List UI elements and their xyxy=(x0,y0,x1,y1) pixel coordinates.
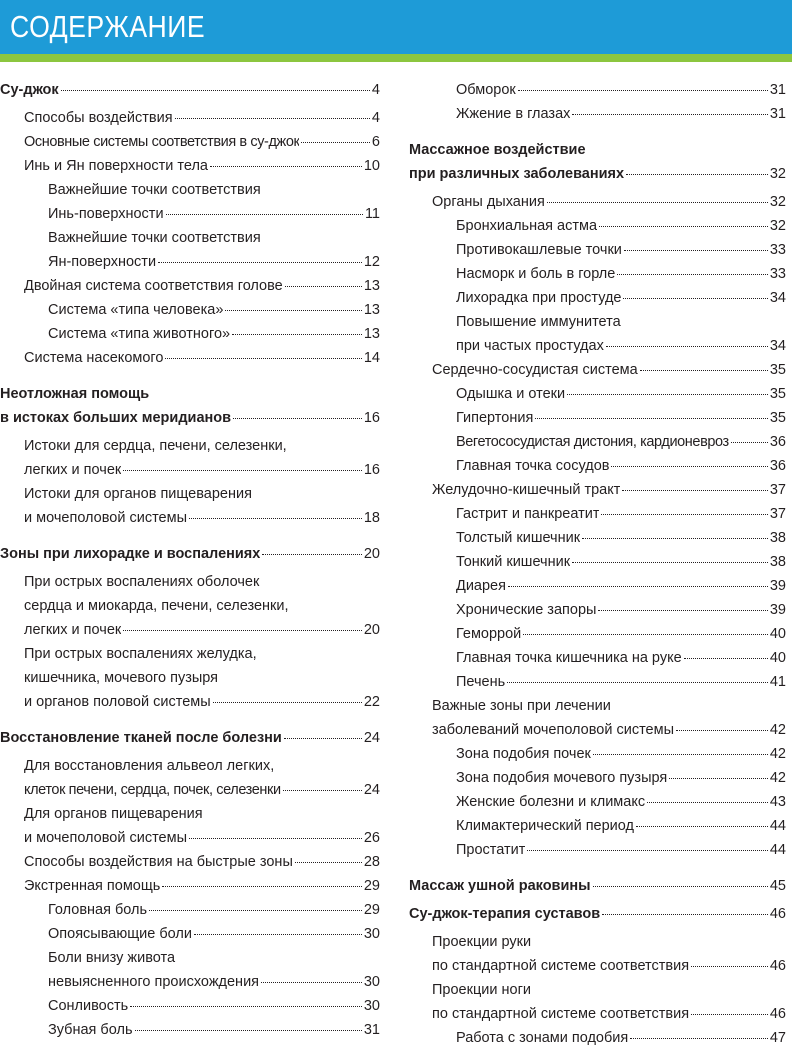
toc-entry-title-line: Восстановление тканей после болезни xyxy=(0,730,282,746)
toc-entry-title-line: Хронические запоры xyxy=(456,602,597,618)
page-number: 30 xyxy=(363,998,380,1014)
toc-entry-title-line: и мочеполовой системы xyxy=(24,830,188,846)
page-number: 10 xyxy=(363,158,380,174)
toc-entry-topic[interactable] xyxy=(0,178,380,226)
toc-entry-title-line: Зубная боль xyxy=(48,1022,133,1038)
toc-entry-title-line: Неотложная помощь xyxy=(0,386,150,402)
page-number: 34 xyxy=(769,290,786,306)
dot-leader xyxy=(149,910,362,911)
toc-entry-subsection[interactable] xyxy=(0,570,380,642)
page-number: 47 xyxy=(769,1030,786,1046)
page-number: 46 xyxy=(769,958,786,974)
toc-entry-title-line: При острых воспалениях оболочек xyxy=(24,574,260,590)
toc-entry-title-line: Основные системы соответствия в су-джок xyxy=(24,134,300,150)
toc-entry-title-line: по стандартной системе соответствия xyxy=(432,958,690,974)
toc-entry-section[interactable] xyxy=(409,138,786,186)
page-number: 30 xyxy=(363,926,380,942)
toc-entry-topic[interactable] xyxy=(409,670,786,694)
page-number: 33 xyxy=(769,266,786,282)
dot-leader xyxy=(601,514,767,515)
toc-entry-title-line: Сердечно-сосудистая система xyxy=(432,362,638,378)
page-number: 46 xyxy=(769,1006,786,1022)
toc-entry-title-line: Вегетососудистая дистония, кардионевроз xyxy=(456,434,729,450)
toc-entry-title-line: Гипертония xyxy=(456,410,534,426)
dot-leader xyxy=(611,466,767,467)
toc-entry-title-line: Истоки для сердца, печени, селезенки, xyxy=(24,438,287,454)
toc-entry-topic[interactable] xyxy=(409,742,786,766)
toc-entry-subsection[interactable] xyxy=(0,130,380,154)
toc-entry-topic[interactable] xyxy=(409,454,786,478)
toc-entry-title-line: Сонливость xyxy=(48,998,129,1014)
toc-entry-title-line: Насморк и боль в горле xyxy=(456,266,616,282)
dot-leader xyxy=(189,518,362,519)
dot-leader xyxy=(626,174,768,175)
toc-entry-subsection[interactable] xyxy=(0,482,380,530)
toc-entry-title-line: Одышка и отеки xyxy=(456,386,566,402)
dot-leader xyxy=(602,914,768,915)
toc-entry-topic[interactable] xyxy=(409,1026,786,1050)
dot-leader xyxy=(622,490,767,491)
toc-entry-title-line: легких и почек xyxy=(24,622,122,638)
toc-entry-title-line: Инь-поверхности xyxy=(48,206,164,222)
page-number: 40 xyxy=(769,626,786,642)
toc-entry-title-line: Климактерический период xyxy=(456,818,634,834)
dot-leader xyxy=(593,886,768,887)
dot-leader xyxy=(283,790,362,791)
dot-leader xyxy=(535,418,768,419)
toc-entry-topic[interactable] xyxy=(0,226,380,274)
dot-leader xyxy=(158,262,362,263)
dot-leader xyxy=(175,118,370,119)
dot-leader xyxy=(617,274,768,275)
dot-leader xyxy=(518,90,768,91)
toc-entry-topic[interactable] xyxy=(409,838,786,862)
dot-leader xyxy=(189,838,362,839)
toc-entry-topic[interactable] xyxy=(409,286,786,310)
toc-entry-title-line: Зона подобия почек xyxy=(456,746,591,762)
page-number: 4 xyxy=(371,110,380,126)
toc-entry-section[interactable] xyxy=(409,874,786,898)
toc-entry-title-line: Лихорадка при простуде xyxy=(456,290,622,306)
dot-leader xyxy=(630,1038,768,1039)
toc-entry-title-line: легких и почек xyxy=(24,462,122,478)
toc-entry-topic[interactable] xyxy=(409,622,786,646)
toc-entry-title-line: по стандартной системе соответствия xyxy=(432,1006,690,1022)
page-number: 34 xyxy=(769,338,786,354)
toc-entry-title-line: Боли внизу живота xyxy=(48,950,176,966)
toc-entry-topic[interactable] xyxy=(409,550,786,574)
page-number: 42 xyxy=(769,770,786,786)
toc-entry-title-line: Толстый кишечник xyxy=(456,530,581,546)
toc-entry-subsection[interactable] xyxy=(409,358,786,382)
toc-entry-title-line: Гастрит и панкреатит xyxy=(456,506,600,522)
dot-leader xyxy=(527,850,767,851)
page-number: 24 xyxy=(363,782,380,798)
page-number: 43 xyxy=(769,794,786,810)
toc-entry-subsection[interactable] xyxy=(0,850,380,874)
toc-entry-topic[interactable] xyxy=(409,214,786,238)
dot-leader xyxy=(572,114,767,115)
page-number: 18 xyxy=(363,510,380,526)
toc-entry-subsection[interactable] xyxy=(409,478,786,502)
page-number: 32 xyxy=(769,218,786,234)
dot-leader xyxy=(301,142,369,143)
toc-entry-topic[interactable] xyxy=(409,598,786,622)
header-bar xyxy=(0,0,792,54)
toc-entry-title-line: и органов половой системы xyxy=(24,694,211,710)
toc-entry-topic[interactable] xyxy=(409,262,786,286)
toc-entry-title-line: Ян-поверхности xyxy=(48,254,157,270)
page-number: 29 xyxy=(363,878,380,894)
dot-leader xyxy=(130,1006,362,1007)
toc-entry-topic[interactable] xyxy=(409,406,786,430)
toc-entry-title-line: Су-джок xyxy=(0,82,59,98)
dot-leader xyxy=(507,682,768,683)
toc-entry-subsection[interactable] xyxy=(0,874,380,898)
dot-leader xyxy=(523,634,768,635)
toc-entry-topic[interactable] xyxy=(0,994,380,1018)
toc-entry-topic[interactable] xyxy=(0,322,380,346)
page-number: 28 xyxy=(363,854,380,870)
toc-entry-topic[interactable] xyxy=(409,646,786,670)
page-number: 35 xyxy=(769,410,786,426)
page-number: 38 xyxy=(769,554,786,570)
toc-entry-subsection[interactable] xyxy=(0,754,380,802)
page-number: 24 xyxy=(363,730,380,746)
dot-leader xyxy=(232,334,362,335)
toc-entry-topic[interactable] xyxy=(0,946,380,994)
page-number: 36 xyxy=(769,434,786,450)
toc-entry-title-line: Простатит xyxy=(456,842,526,858)
toc-entry-title-line: в истоках больших меридианов xyxy=(0,410,232,426)
toc-entry-subsection[interactable] xyxy=(0,274,380,298)
toc-entry-title-line: Су-джок-терапия суставов xyxy=(409,906,601,922)
toc-entry-title-line: Желудочно-кишечный тракт xyxy=(432,482,621,498)
dot-leader xyxy=(567,394,768,395)
toc-entry-topic[interactable] xyxy=(409,382,786,406)
toc-entry-topic[interactable] xyxy=(409,430,786,454)
toc-entry-section[interactable] xyxy=(0,726,380,750)
toc-entry-title-line: Для восстановления альвеол легких, xyxy=(24,758,275,774)
page-number: 13 xyxy=(363,326,380,342)
page-number: 45 xyxy=(769,878,786,894)
dot-leader xyxy=(285,286,362,287)
page-number: 37 xyxy=(769,482,786,498)
toc-entry-subsection[interactable] xyxy=(0,642,380,714)
toc-entry-topic[interactable] xyxy=(409,790,786,814)
page-number: 20 xyxy=(363,546,380,562)
toc-entry-section[interactable] xyxy=(0,542,380,566)
toc-entry-topic[interactable] xyxy=(409,102,786,126)
toc-entry-topic[interactable] xyxy=(0,922,380,946)
dot-leader xyxy=(623,298,767,299)
page-number: 46 xyxy=(769,906,786,922)
page-number: 31 xyxy=(769,82,786,98)
toc-entry-topic[interactable] xyxy=(409,574,786,598)
toc-entry-title-line: Зоны при лихорадке и воспалениях xyxy=(0,546,261,562)
toc-entry-title-line: Экстренная помощь xyxy=(24,878,161,894)
toc-entry-subsection[interactable] xyxy=(409,978,786,1026)
toc-entry-title-line: Массаж ушной раковины xyxy=(409,878,591,894)
dot-leader xyxy=(213,702,362,703)
toc-entry-title-line: Для органов пищеварения xyxy=(24,806,203,822)
page-number: 22 xyxy=(363,694,380,710)
dot-leader xyxy=(210,166,362,167)
page-number: 6 xyxy=(371,134,380,150)
toc-entry-title-line: заболеваний мочеполовой системы xyxy=(432,722,675,738)
toc-entry-section[interactable] xyxy=(0,382,380,430)
page-number: 16 xyxy=(363,410,380,426)
dot-leader xyxy=(624,250,768,251)
dot-leader xyxy=(572,562,768,563)
dot-leader xyxy=(165,358,361,359)
toc-entry-title-line: Головная боль xyxy=(48,902,148,918)
toc-entry-topic[interactable] xyxy=(0,898,380,922)
toc-entry-subsection[interactable] xyxy=(409,190,786,214)
header-stripe xyxy=(0,54,792,62)
toc-entry-subsection[interactable] xyxy=(0,434,380,482)
toc-entry-section[interactable] xyxy=(0,78,380,102)
toc-column-right xyxy=(409,78,786,1050)
page-number: 39 xyxy=(769,602,786,618)
toc-column-left xyxy=(0,78,380,1042)
toc-entry-subsection[interactable] xyxy=(409,694,786,742)
dot-leader xyxy=(135,1030,362,1031)
dot-leader xyxy=(647,802,768,803)
toc-entry-title-line: Главная точка кишечника на руке xyxy=(456,650,682,666)
toc-entry-title-line: невыясненного происхождения xyxy=(48,974,260,990)
toc-entry-title-line: Геморрой xyxy=(456,626,522,642)
dot-leader xyxy=(593,754,768,755)
dot-leader xyxy=(640,370,768,371)
toc-entry-title-line: Проекции руки xyxy=(432,934,532,950)
toc-entry-title-line: Главная точка сосудов xyxy=(456,458,610,474)
toc-entry-title-line: При острых воспалениях желудка, xyxy=(24,646,257,662)
dot-leader xyxy=(731,442,768,443)
dot-leader xyxy=(684,658,768,659)
dot-leader xyxy=(284,738,362,739)
dot-leader xyxy=(162,886,362,887)
toc-entry-subsection[interactable] xyxy=(0,802,380,850)
dot-leader xyxy=(261,982,362,983)
page-number: 42 xyxy=(769,722,786,738)
dot-leader xyxy=(669,778,768,779)
toc-entry-title-line: Система «типа человека» xyxy=(48,302,224,318)
dot-leader xyxy=(676,730,768,731)
dot-leader xyxy=(599,226,768,227)
page-number: 41 xyxy=(769,674,786,690)
toc-entry-title-line: Противокашлевые точки xyxy=(456,242,622,258)
dot-leader xyxy=(582,538,768,539)
dot-leader xyxy=(61,90,370,91)
dot-leader xyxy=(262,554,362,555)
toc-entry-title-line: Женские болезни и климакс xyxy=(456,794,646,810)
page-number: 35 xyxy=(769,386,786,402)
toc-entry-title-line: Инь и Ян поверхности тела xyxy=(24,158,208,174)
toc-entry-title-line: сердца и миокарда, печени, селезенки, xyxy=(24,598,289,614)
page-number: 30 xyxy=(363,974,380,990)
toc-entry-title-line: Опоясывающие боли xyxy=(48,926,192,942)
dot-leader xyxy=(295,862,362,863)
page-number: 16 xyxy=(363,462,380,478)
page-number: 42 xyxy=(769,746,786,762)
dot-leader xyxy=(233,418,362,419)
toc-entry-subsection[interactable] xyxy=(0,346,380,370)
page-number: 35 xyxy=(769,362,786,378)
dot-leader xyxy=(691,1014,768,1015)
toc-entry-title-line: Бронхиальная астма xyxy=(456,218,598,234)
toc-entry-title-line: Проекции ноги xyxy=(432,982,531,998)
dot-leader xyxy=(225,310,361,311)
page-number: 44 xyxy=(769,818,786,834)
toc-entry-title-line: Тонкий кишечник xyxy=(456,554,571,570)
page-number: 13 xyxy=(363,302,380,318)
dot-leader xyxy=(547,202,768,203)
toc-entry-title-line: Важнейшие точки соответствия xyxy=(48,230,261,246)
page-number: 20 xyxy=(363,622,380,638)
toc-entry-title-line: Печень xyxy=(456,674,506,690)
toc-entry-title-line: Важные зоны при лечении xyxy=(432,698,611,714)
page-number: 33 xyxy=(769,242,786,258)
toc-entry-topic[interactable] xyxy=(0,1018,380,1042)
toc-entry-title-line: Работа с зонами подобия xyxy=(456,1030,629,1046)
toc-entry-title-line: Массажное воздействие xyxy=(409,142,586,158)
dot-leader xyxy=(691,966,768,967)
page-number: 44 xyxy=(769,842,786,858)
toc-entry-section[interactable] xyxy=(409,902,786,926)
toc-entry-title-line: при различных заболеваниях xyxy=(409,166,625,182)
toc-entry-title-line: кишечника, мочевого пузыря xyxy=(24,670,219,686)
page-number: 31 xyxy=(769,106,786,122)
toc-entry-title-line: Двойная система соответствия голове xyxy=(24,278,283,294)
page-number: 11 xyxy=(364,206,380,222)
page-number: 14 xyxy=(363,350,380,366)
toc-entry-title-line: Обморок xyxy=(456,82,516,98)
toc-entry-title-line: Зона подобия мочевого пузыря xyxy=(456,770,668,786)
page-number: 37 xyxy=(769,506,786,522)
page-number: 4 xyxy=(371,82,380,98)
dot-leader xyxy=(123,630,362,631)
page-number: 32 xyxy=(769,166,786,182)
toc-entry-topic[interactable] xyxy=(409,238,786,262)
toc-entry-title-line: Способы воздействия xyxy=(24,110,173,126)
toc-entry-title-line: Важнейшие точки соответствия xyxy=(48,182,261,198)
page-number: 26 xyxy=(363,830,380,846)
dot-leader xyxy=(508,586,768,587)
toc-entry-title-line: Органы дыхания xyxy=(432,194,545,210)
dot-leader xyxy=(598,610,767,611)
toc-entry-topic[interactable] xyxy=(409,766,786,790)
dot-leader xyxy=(194,934,362,935)
toc-entry-subsection[interactable] xyxy=(409,930,786,978)
dot-leader xyxy=(636,826,768,827)
page-number: 38 xyxy=(769,530,786,546)
dot-leader xyxy=(166,214,363,215)
toc-entry-title-line: Система насекомого xyxy=(24,350,164,366)
toc-entry-title-line: Повышение иммунитета xyxy=(456,314,621,330)
toc-entry-subsection[interactable] xyxy=(0,106,380,130)
page-number: 29 xyxy=(363,902,380,918)
toc-entry-title-line: при частых простудах xyxy=(456,338,604,354)
page-number: 36 xyxy=(769,458,786,474)
dot-leader xyxy=(606,346,768,347)
toc-entry-title-line: Жжение в глазах xyxy=(456,106,571,122)
toc-entry-topic[interactable] xyxy=(0,298,380,322)
page-number: 13 xyxy=(363,278,380,294)
toc-entry-subsection[interactable] xyxy=(0,154,380,178)
toc-entry-title-line: Способы воздействия на быстрые зоны xyxy=(24,854,293,870)
dot-leader xyxy=(123,470,362,471)
toc-entry-title-line: Истоки для органов пищеварения xyxy=(24,486,252,502)
page-number: 32 xyxy=(769,194,786,210)
page-number: 12 xyxy=(363,254,380,270)
toc-entry-topic[interactable] xyxy=(409,502,786,526)
page-number: 39 xyxy=(769,578,786,594)
page-title: СОДЕРЖАНИЕ xyxy=(10,9,206,44)
toc-entry-title-line: Система «типа животного» xyxy=(48,326,231,342)
toc-entry-topic[interactable] xyxy=(409,814,786,838)
page-number: 31 xyxy=(363,1022,380,1038)
toc-entry-topic[interactable] xyxy=(409,526,786,550)
page-number: 40 xyxy=(769,650,786,666)
toc-entry-title-line: и мочеполовой системы xyxy=(24,510,188,526)
toc-entry-title-line: клеток печени, сердца, почек, селезенки xyxy=(24,782,281,798)
toc-entry-topic[interactable] xyxy=(409,310,786,358)
toc-entry-topic[interactable] xyxy=(409,78,786,102)
toc-entry-title-line: Диарея xyxy=(456,578,506,594)
